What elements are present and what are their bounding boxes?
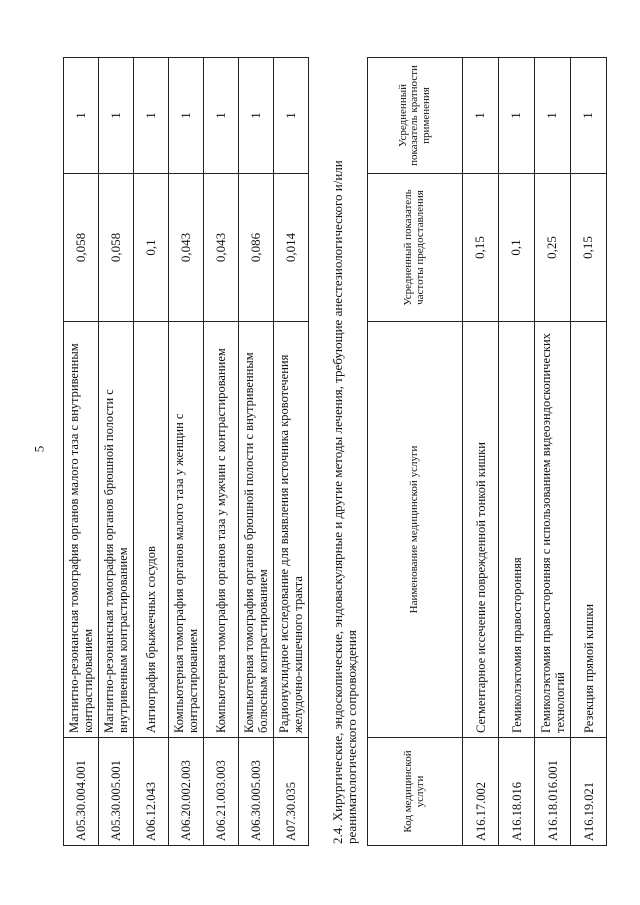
service-name: Ангиография брыжеечных сосудов [134, 322, 169, 738]
multiplicity-value: 1 [499, 58, 535, 174]
service-code: A06.21.003.003 [204, 738, 239, 846]
table-row [204, 58, 239, 846]
table-row [535, 58, 571, 846]
service-name: Магнитно-резонансная томография органов брюшной полости с внутривенным контрастированием [99, 322, 134, 738]
table-row [169, 58, 204, 846]
section-title: 2.4. Хирургические, эндоскопические, эндоваскулярные и другие методы лечения, требующие анестезиологического и/или реаниматологического сопровождения [330, 160, 360, 844]
frequency-value: 0,1 [134, 174, 169, 322]
frequency-value: 0,043 [204, 174, 239, 322]
frequency-value: 0,086 [239, 174, 274, 322]
service-code: A16.17.002 [463, 738, 499, 846]
frequency-value: 0,043 [169, 174, 204, 322]
table-row [274, 58, 309, 846]
multiplicity-value: 1 [239, 58, 274, 174]
frequency-value: 0,014 [274, 174, 309, 322]
service-code: A06.30.005.003 [239, 738, 274, 846]
multiplicity-value: 1 [204, 58, 239, 174]
service-code: A16.19.021 [571, 738, 607, 846]
service-code: A07.30.035 [274, 738, 309, 846]
multiplicity-value: 1 [535, 58, 571, 174]
table-header-row [368, 58, 463, 846]
service-code: A05.30.004.001 [64, 738, 99, 846]
table-row [463, 58, 499, 846]
header-name: Наименование медицинской услуги [368, 322, 463, 738]
table-row [64, 58, 99, 846]
page-number: 5 [31, 445, 47, 453]
service-name: Гемиколэктомия правосторонняя с использованием видеоэндоскопических технологий [535, 322, 571, 738]
service-name: Гемиколэктомия правосторонняя [499, 322, 535, 738]
multiplicity-value: 1 [274, 58, 309, 174]
frequency-value: 0,058 [99, 174, 134, 322]
service-code: A05.30.005.001 [99, 738, 134, 846]
header-code: Код медицинской услуги [368, 738, 463, 846]
service-name: Компьютерная томография органов таза у мужчин с контрастированием [204, 322, 239, 738]
multiplicity-value: 1 [99, 58, 134, 174]
service-code: A16.18.016 [499, 738, 535, 846]
service-name: Магнитно-резонансная томография органов малого таза с внутривенным контрастированием [64, 322, 99, 738]
table-row [239, 58, 274, 846]
service-code: A16.18.016.001 [535, 738, 571, 846]
multiplicity-value: 1 [134, 58, 169, 174]
table-row [134, 58, 169, 846]
header-multiplicity: Усредненный показатель кратности применения [368, 58, 463, 174]
frequency-value: 0,1 [499, 174, 535, 322]
frequency-value: 0,15 [463, 174, 499, 322]
frequency-value: 0,058 [64, 174, 99, 322]
frequency-value: 0,25 [535, 174, 571, 322]
service-name: Компьютерная томография органов малого таза у женщин с контрастированием [169, 322, 204, 738]
header-frequency: Усредненный показатель частоты предоставления [368, 174, 463, 322]
service-name: Сегментарное иссечение поврежденной тонкой кишки [463, 322, 499, 738]
surgical-services-table [367, 57, 607, 846]
multiplicity-value: 1 [571, 58, 607, 174]
multiplicity-value: 1 [64, 58, 99, 174]
service-code: A06.20.002.003 [169, 738, 204, 846]
multiplicity-value: 1 [463, 58, 499, 174]
service-name: Резекция прямой кишки [571, 322, 607, 738]
service-name: Компьютерная томография органов брюшной полости с внутривенным болюсным контрастированием [239, 322, 274, 738]
frequency-value: 0,15 [571, 174, 607, 322]
rotated-content [63, 58, 603, 846]
table-row [99, 58, 134, 846]
table-row [499, 58, 535, 846]
service-code: A06.12.043 [134, 738, 169, 846]
table-row [571, 58, 607, 846]
service-name: Радионуклидное исследование для выявления источника кровотечения желудочно-кишечного тракта [274, 322, 309, 738]
multiplicity-value: 1 [169, 58, 204, 174]
services-table-continued [63, 57, 309, 846]
